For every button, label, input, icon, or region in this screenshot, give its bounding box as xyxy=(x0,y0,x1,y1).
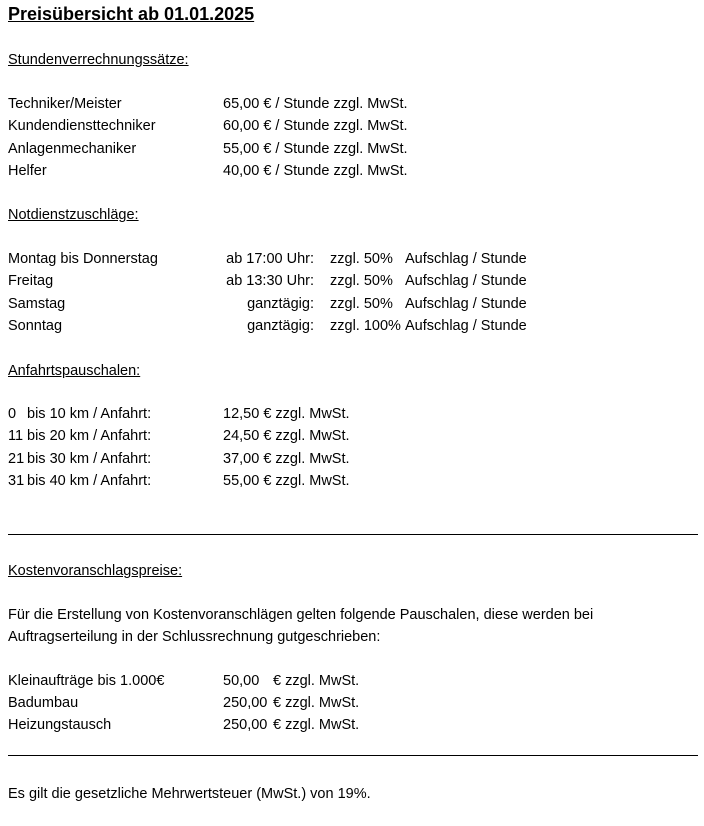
hourly-role-label: Techniker/Meister xyxy=(8,96,122,112)
hourly-rate-row xyxy=(0,163,704,183)
estimate-label: Badumbau xyxy=(8,695,79,711)
estimate-label: Kleinaufträge bis 1.000€ xyxy=(8,673,165,689)
vat-footer-note xyxy=(8,783,688,805)
hourly-rate-value: 60,00 € / Stunde zzgl. MwSt. xyxy=(223,118,408,134)
estimate-suffix: € zzgl. MwSt. xyxy=(273,717,360,733)
emergency-unit: Aufschlag / Stunde xyxy=(405,296,527,312)
hourly-rate-value: 65,00 € / Stunde zzgl. MwSt. xyxy=(223,96,408,112)
section-divider xyxy=(8,755,698,756)
estimate-amount: 50,00 xyxy=(223,673,260,689)
estimate-row xyxy=(0,695,704,715)
estimate-intro-line: Auftragserteilung in der Schlussrechnung gutgeschrieben: xyxy=(8,629,381,645)
emergency-day-label: Freitag xyxy=(8,273,54,289)
travel-distance-from: 0 xyxy=(8,406,17,422)
travel-row xyxy=(0,451,704,471)
travel-flat-rates-heading: Anfahrtspauschalen: xyxy=(8,363,141,379)
hourly-role-label: Anlagenmechaniker xyxy=(8,141,137,157)
travel-price: 24,50 € zzgl. MwSt. xyxy=(223,428,350,444)
estimate-row xyxy=(0,673,704,693)
emergency-surcharge: zzgl. 50% xyxy=(330,296,393,312)
hourly-rate-row xyxy=(0,118,704,138)
emergency-day-label: Samstag xyxy=(8,296,66,312)
document-title: Preisübersicht ab 01.01.2025 xyxy=(8,4,255,24)
hourly-rate-value: 55,00 € / Stunde zzgl. MwSt. xyxy=(223,141,408,157)
emergency-unit: Aufschlag / Stunde xyxy=(405,318,527,334)
emergency-unit: Aufschlag / Stunde xyxy=(405,273,527,289)
estimate-amount: 250,00 xyxy=(223,717,268,733)
emergency-time: ab 17:00 Uhr: xyxy=(226,251,314,267)
travel-distance-label: bis 10 km / Anfahrt: xyxy=(27,406,152,422)
travel-distance-from: 11 xyxy=(8,428,24,444)
travel-price: 55,00 € zzgl. MwSt. xyxy=(223,473,350,489)
estimate-suffix: € zzgl. MwSt. xyxy=(273,695,360,711)
estimate-label: Heizungstausch xyxy=(8,717,112,733)
travel-row xyxy=(0,406,704,426)
travel-row xyxy=(0,428,704,448)
travel-price: 12,50 € zzgl. MwSt. xyxy=(223,406,350,422)
travel-price: 37,00 € zzgl. MwSt. xyxy=(223,451,350,467)
estimate-prices-heading: Kostenvoranschlagspreise: xyxy=(8,563,183,579)
emergency-row xyxy=(0,318,704,338)
estimate-suffix: € zzgl. MwSt. xyxy=(273,673,360,689)
emergency-unit: Aufschlag / Stunde xyxy=(405,251,527,267)
estimate-intro-paragraph xyxy=(8,604,688,648)
emergency-row xyxy=(0,273,704,293)
hourly-role-label: Kundendiensttechniker xyxy=(8,118,156,134)
emergency-row xyxy=(0,251,704,271)
emergency-day-label: Sonntag xyxy=(8,318,63,334)
estimate-intro-line: Für die Erstellung von Kostenvoranschlägen gelten folgende Pauschalen, diese werden bei xyxy=(8,607,594,623)
travel-distance-from: 31 xyxy=(8,473,25,489)
estimate-row xyxy=(0,717,704,737)
emergency-time: ganztägig: xyxy=(247,296,314,312)
emergency-day-label: Montag bis Donnerstag xyxy=(8,251,158,267)
emergency-surcharge: zzgl. 100% xyxy=(330,318,401,334)
travel-distance-from: 21 xyxy=(8,451,25,467)
vat-footer-text: Es gilt die gesetzliche Mehrwertsteuer (MwSt.) von 19%. xyxy=(8,786,371,802)
travel-distance-label: bis 40 km / Anfahrt: xyxy=(27,473,152,489)
hourly-rate-value: 40,00 € / Stunde zzgl. MwSt. xyxy=(223,163,408,179)
travel-row xyxy=(0,473,704,493)
hourly-rates-heading: Stundenverrechnungssätze: xyxy=(8,52,189,68)
emergency-surcharge: zzgl. 50% xyxy=(330,251,393,267)
section-divider xyxy=(8,534,698,535)
travel-distance-label: bis 30 km / Anfahrt: xyxy=(27,451,152,467)
estimate-amount: 250,00 xyxy=(223,695,268,711)
emergency-time: ab 13:30 Uhr: xyxy=(226,273,314,289)
travel-distance-label: bis 20 km / Anfahrt: xyxy=(27,428,152,444)
hourly-role-label: Helfer xyxy=(8,163,47,179)
hourly-rate-row xyxy=(0,141,704,161)
emergency-surcharges-heading: Notdienstzuschläge: xyxy=(8,207,139,223)
emergency-row xyxy=(0,296,704,316)
emergency-surcharge: zzgl. 50% xyxy=(330,273,393,289)
emergency-time: ganztägig: xyxy=(247,318,314,334)
hourly-rate-row xyxy=(0,96,704,116)
